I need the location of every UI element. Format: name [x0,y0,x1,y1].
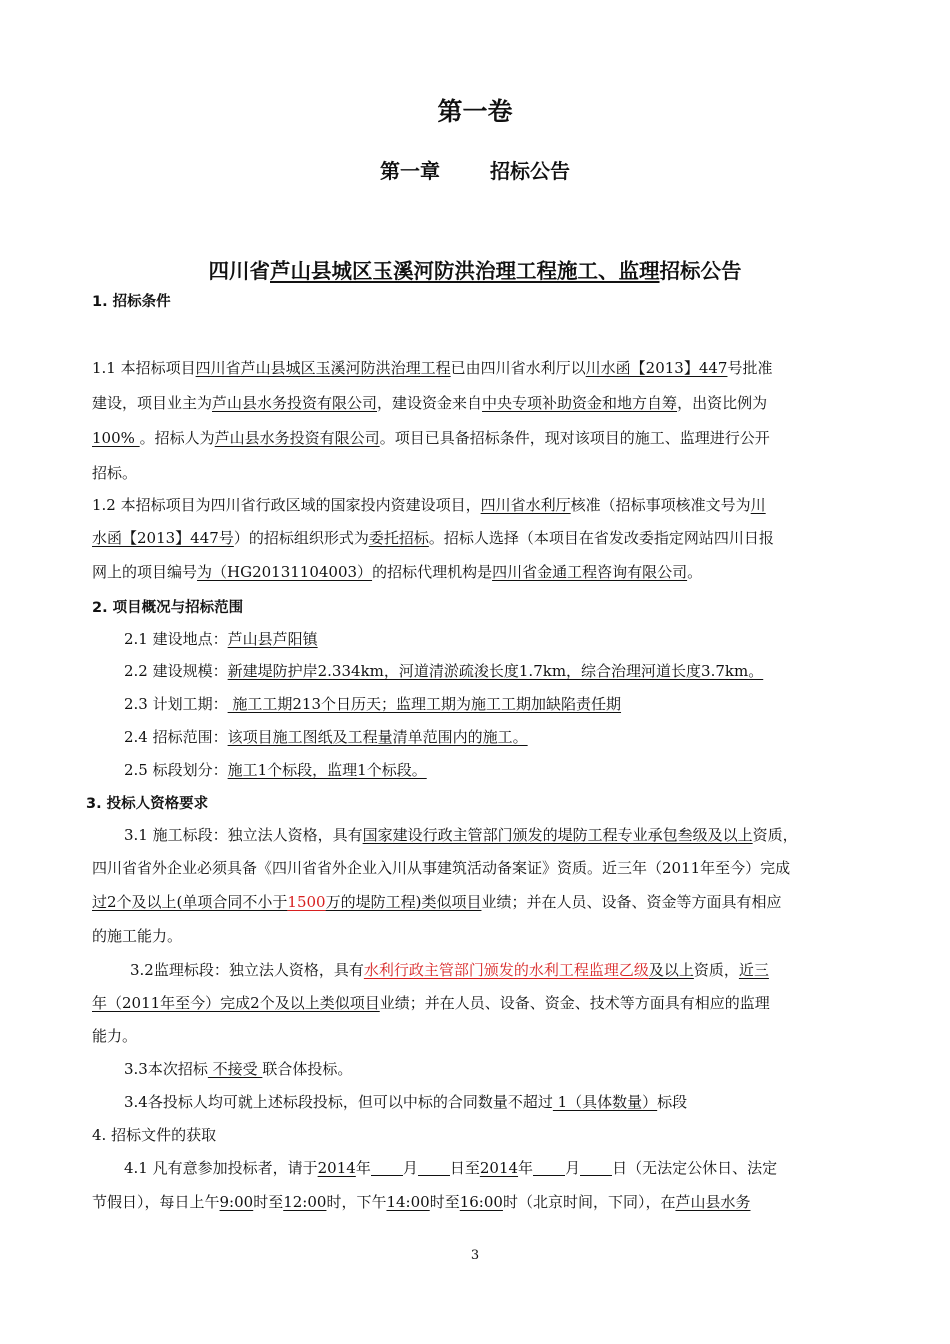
paragraph-line: 的施工能力。 [92,927,183,945]
scope-item: 2.1 建设地点：芦山县芦阳镇 [124,630,318,648]
paragraph-line: 建设，项目业主为芦山县水务投资有限公司，建设资金来自中央专项补助资金和地方自筹，出资比例为 [92,394,768,412]
paragraph-line: 1.2 本招标项目为四川省行政区域的国家投内资建设项目，四川省水利厅核准（招标事项核准文号为川 [92,496,766,514]
paragraph-line: 四川省省外企业必须具备《四川省省外企业入川从事建筑活动备案证》资质。近三年（2011年至今）完成 [92,859,791,877]
paragraph-line: 能力。 [92,1027,138,1045]
chapter-heading [0,155,950,184]
paragraph-line: 3.3本次招标 不接受 联合体投标。 [124,1060,353,1078]
scope-item: 2.4 招标范围：该项目施工图纸及工程量清单范围内的施工。 [124,728,528,746]
scope-item: 2.3 计划工期： 施工工期213个日历天；监理工期为施工工期加缺陷责任期 [124,695,622,713]
scope-item: 2.5 标段划分：施工1个标段，监理1个标段。 [124,761,427,779]
chapter-number: 第一章 [380,159,440,183]
volume-title: 第一卷 [437,97,513,126]
paragraph-line: 网上的项目编号为（HG20131104003）的招标代理机构是四川省金通工程咨询有限公司。 [92,563,703,581]
chapter-name: 招标公告 [490,159,570,183]
paragraph-line: 4.1 凡有意参加投标者，请于2014年 月 日至2014年 月 日（无法定公休日、法定 [124,1159,778,1177]
paragraph-line: 100% 。招标人为芦山县水务投资有限公司。项目已具备招标条件，现对该项目的施工、监理进行公开 [92,429,770,447]
title-part-underlined: 芦山县城区玉溪河防洪治理工程施工、监理 [270,259,660,283]
section-heading-1: 1. 招标条件 [92,294,171,310]
page-number: 3 [470,1248,480,1263]
section-heading-2: 2. 项目概况与招标范围 [92,600,244,616]
title-part: 招标公告 [659,259,742,283]
paragraph-line: 3.1 施工标段：独立法人资格，具有国家建设行政主管部门颁发的堤防工程专业承包叁级及以上资质， [124,826,798,844]
paragraph-line: 招标。 [92,464,138,482]
section-heading-4: 4. 招标文件的获取 [92,1126,217,1144]
paragraph-line: 过2个及以上(单项合同不小于1500万的堤防工程)类似项目业绩；并在人员、设备、资金等方面具有相应 [92,893,782,911]
paragraph-line: 水函【2013】447号）的招标组织形式为委托招标。招标人选择（本项目在省发改委指定网站四川日报 [92,529,774,547]
paragraph-line: 节假日），每日上午9:00时至12:00时，下午14:00时至16:00时（北京时间，下同），在芦山县水务 [92,1193,751,1211]
paragraph-line: 3.2监理标段：独立法人资格，具有水利行政主管部门颁发的水利工程监理乙级及以上资质，近三 [130,961,769,979]
scope-item: 2.2 建设规模：新建堤防护岸2.334km，河道清淤疏浚长度1.7km，综合治理河道长度3.7km。 [124,662,764,680]
paragraph-line: 3.4各投标人均可就上述标段投标，但可以中标的合同数量不超过 1（具体数量）标段 [124,1093,688,1111]
paragraph-line: 年（2011年至今）完成2个及以上类似项目业绩；并在人员、设备、资金、技术等方面具有相应的监理 [92,994,770,1012]
section-heading-3: 3. 投标人资格要求 [86,796,209,812]
title-part: 四川省 [208,259,270,283]
notice-title [0,254,950,284]
paragraph-line: 1.1 本招标项目四川省芦山县城区玉溪河防洪治理工程已由四川省水利厅以川水函【2013】447号批准 [92,359,773,377]
